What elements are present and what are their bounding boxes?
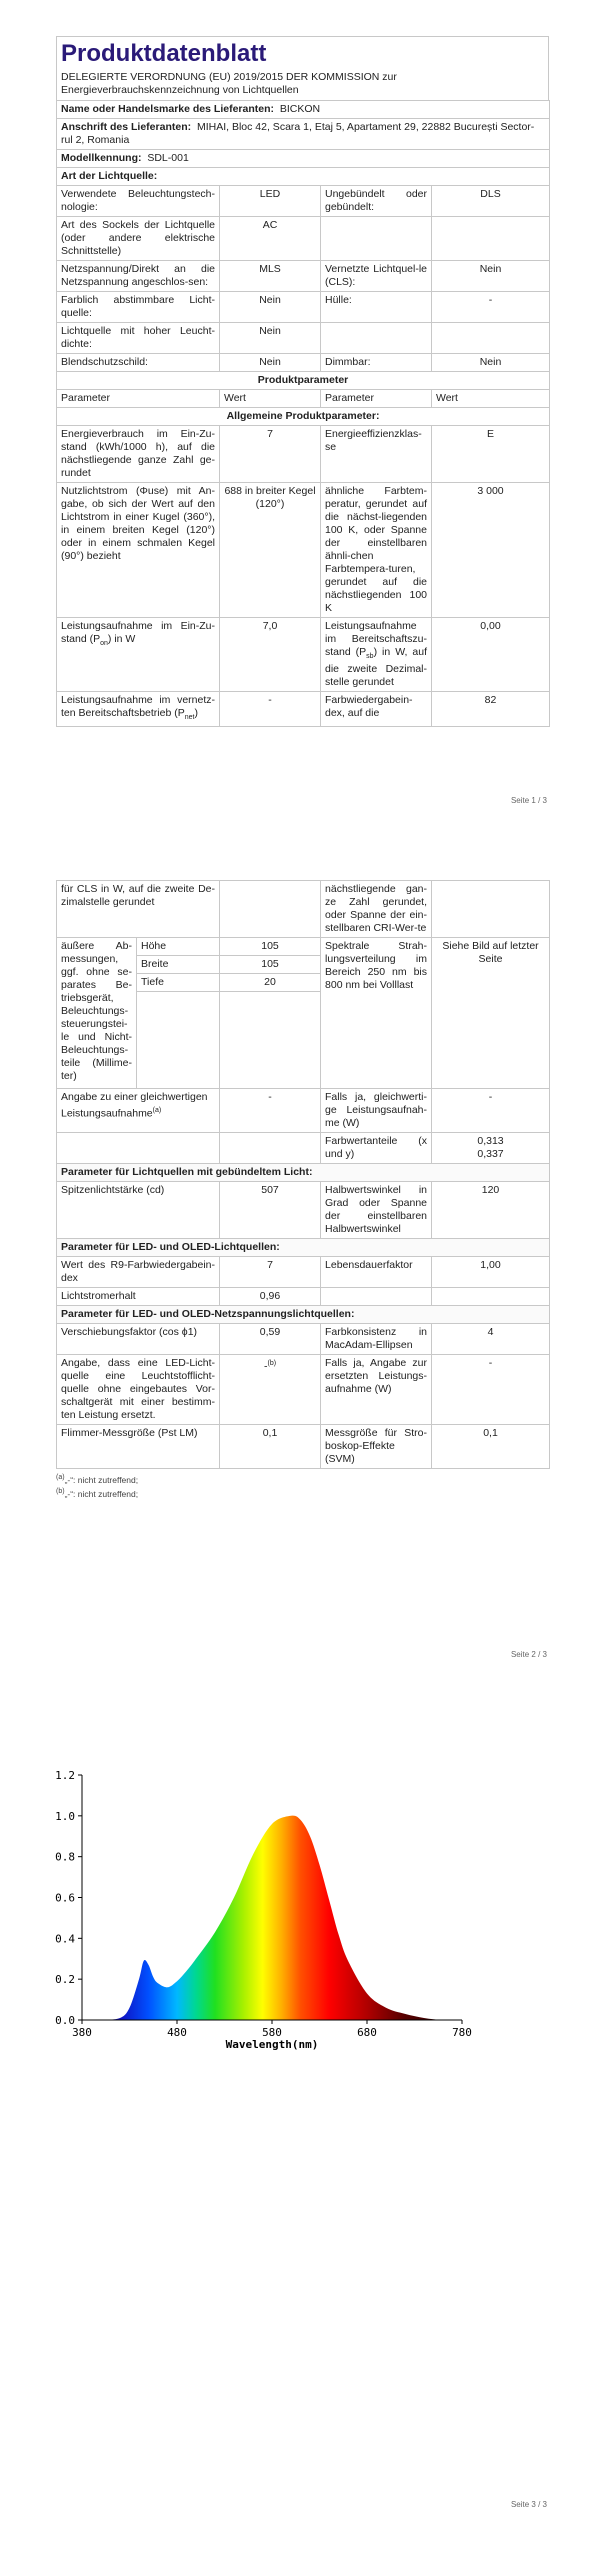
table-cell xyxy=(432,217,550,261)
table-row xyxy=(57,186,550,217)
y-tick-label: 0.0 xyxy=(55,2014,75,2027)
footnote: $^{(b)}$„-“: nicht zutreffend; xyxy=(56,1487,139,1499)
table-row xyxy=(57,292,550,323)
table-row xyxy=(57,1133,550,1164)
table-cell: Nein xyxy=(432,354,550,372)
table-cell: für CLS in W, auf die zweite De-zimalstelle gerundet xyxy=(57,881,220,938)
table-cell: Messgröße für Stro-boskop-Effekte (SVM) xyxy=(321,1425,432,1469)
page-number: Seite 1 / 3 xyxy=(510,796,547,805)
light-source-heading-row xyxy=(57,168,550,186)
plot-area xyxy=(82,1816,462,2020)
table-cell: Netzspannung/Direkt an die Netzspannung angeschlos-sen: xyxy=(57,261,220,292)
table-cell: Nein xyxy=(220,292,321,323)
supplier-address-row xyxy=(57,119,550,150)
table-cell: Energieverbrauch im Ein-Zu-stand (kWh/1000 h), auf die nächstliegende ganze Zahl ge-rundet xyxy=(57,426,220,483)
page-1 xyxy=(0,0,603,830)
table-cell: Nein xyxy=(432,261,550,292)
y-tick-label: 0.8 xyxy=(55,1850,75,1864)
table-cell: - xyxy=(220,1089,321,1133)
page-number: Seite 2 / 3 xyxy=(510,1650,547,1659)
spectral-distribution-chart xyxy=(42,1755,472,2055)
table-cell xyxy=(220,881,321,938)
footnote: $^{(a)}$„-“: nicht zutreffend; xyxy=(56,1474,139,1485)
table-cell: Art des Sockels der Lichtquelle (oder andere elektrische Schnittstelle) xyxy=(57,217,220,261)
dimensions-label: äußere Ab-messungen, ggf. ohne se-parates Be-triebsgerät, Beleuchtungs-steuerungstei-le und Nicht-Beleuchtungs-teile (Millime-ter) xyxy=(57,938,137,1089)
table-cell: 1,00 xyxy=(432,1257,550,1288)
table-cell: Lebensdauerfaktor xyxy=(321,1257,432,1288)
table-cell: Farbwertanteile (x und y) xyxy=(321,1133,432,1164)
mains-heading: Parameter für LED- und OLED-Netzspannungslichtquellen: xyxy=(57,1306,550,1324)
table-row xyxy=(57,618,550,692)
table-row xyxy=(57,354,550,372)
table-cell xyxy=(432,1288,550,1306)
general-params-heading: Allgemeine Produktparameter: xyxy=(57,408,550,426)
table-row xyxy=(57,1257,550,1288)
section-heading-row xyxy=(57,1239,550,1257)
table-cell: 105 xyxy=(220,956,321,974)
table-cell: 688 in breiter Kegel (120°) xyxy=(220,483,321,618)
table-cell: MLS xyxy=(220,261,321,292)
x-tick-label: 780 xyxy=(452,2026,472,2039)
table-cell: Flimmer-Messgröße (Pst LM) xyxy=(57,1425,220,1469)
table-cell: Lichtquelle mit hoher Leucht-dichte: xyxy=(57,323,220,354)
table-cell: Breite xyxy=(137,956,220,974)
table-cell: 105 xyxy=(220,938,321,956)
table-row xyxy=(57,1355,550,1425)
table-row xyxy=(57,938,550,956)
table-cell: Wert des R9-Farbwiedergabein-dex xyxy=(57,1257,220,1288)
table-cell: Spektrale Strah-lungsverteilung im Bereich 250 nm bis 800 nm bei Volllast xyxy=(321,938,432,1089)
table-cell: 507 xyxy=(220,1182,321,1239)
x-tick-label: 680 xyxy=(357,2026,377,2039)
model-row xyxy=(57,150,550,168)
product-params-heading-row xyxy=(57,372,550,390)
table-cell: Leistungsaufnahme im Bereitschaftszu-stand $(P_{sb})$ in W, auf die zweite Dezimal-stelle gerundet xyxy=(321,618,432,692)
table-cell: - xyxy=(432,1355,550,1425)
datasheet-page-1 xyxy=(56,36,549,727)
y-tick-label: 0.2 xyxy=(55,1973,75,1987)
led-heading: Parameter für LED- und OLED-Lichtquellen: xyxy=(57,1239,550,1257)
table-row xyxy=(57,426,550,483)
table-cell: Nein xyxy=(220,354,321,372)
table-cell: Hülle: xyxy=(321,292,432,323)
table-cell: Energieeffizienzklas-se xyxy=(321,426,432,483)
table-row xyxy=(57,1425,550,1469)
regulation-subtitle: DELEGIERTE VERORDNUNG (EU) 2019/2015 DER KOMMISSION zur Energieverbrauchskennzeichnung von Lichtquellen xyxy=(61,71,397,96)
table-cell: Falls ja, Angabe zur ersetzten Leistungs-aufnahme (W) xyxy=(321,1355,432,1425)
section-heading-row xyxy=(57,1306,550,1324)
y-tick-label: 0.4 xyxy=(55,1932,75,1946)
table-cell xyxy=(321,323,432,354)
supplier-name-value: BICKON xyxy=(279,103,321,115)
y-tick-label: 0.6 xyxy=(55,1891,75,1905)
page-number: Seite 3 / 3 xyxy=(510,2500,547,2509)
table-cell: Angabe zu einer gleichwertigen Leistungsaufnahme$^{(a)}$ xyxy=(57,1089,220,1133)
table-cell xyxy=(57,1133,220,1164)
page-2 xyxy=(0,830,603,1670)
table-cell: Leistungsaufnahme im Ein-Zu-stand $(P_{on})$ in W xyxy=(57,618,220,692)
table-cell xyxy=(432,881,550,938)
table-cell: - xyxy=(432,1089,550,1133)
column-header-row xyxy=(57,390,550,408)
table-row xyxy=(57,1324,550,1355)
y-tick-label: 1.2 xyxy=(55,1769,75,1782)
table-cell: E xyxy=(432,426,550,483)
table-cell: - xyxy=(432,292,550,323)
table-row xyxy=(57,323,550,354)
table-cell: Höhe xyxy=(137,938,220,956)
supplier-name-row xyxy=(57,101,550,119)
table-cell: 82 xyxy=(432,692,550,727)
light-source-heading: Art der Lichtquelle: xyxy=(57,168,550,186)
column-header: Wert xyxy=(432,390,550,408)
table-cell: Siehe Bild auf letzter Seite xyxy=(432,938,550,1089)
table-row xyxy=(57,217,550,261)
table-cell: 0,96 xyxy=(220,1288,321,1306)
table-cell xyxy=(220,1133,321,1164)
table-cell: Halbwertswinkel in Grad oder Spanne der einstellbaren Halbwertswinkel xyxy=(321,1182,432,1239)
table-cell: 0,1 xyxy=(432,1425,550,1469)
table-row xyxy=(57,881,550,938)
product-params-heading: Produktparameter xyxy=(57,372,550,390)
page-title: Produktdatenblatt xyxy=(61,40,267,67)
table-cell: AC xyxy=(220,217,321,261)
spectrum-area xyxy=(82,1816,462,2020)
general-params-heading-row xyxy=(57,408,550,426)
table-cell: Farbwiedergabein-dex, auf die xyxy=(321,692,432,727)
table-cell: Falls ja, gleichwerti-ge Leistungsaufnah-me (W) xyxy=(321,1089,432,1133)
datasheet-page-2 xyxy=(56,880,549,1500)
header-box xyxy=(56,36,549,100)
table-cell: Verschiebungsfaktor (cos ϕ1) xyxy=(57,1324,220,1355)
table-cell: 20 xyxy=(220,974,321,992)
table-cell: DLS xyxy=(432,186,550,217)
table-row xyxy=(57,1288,550,1306)
x-tick-label: 480 xyxy=(167,2026,187,2039)
table-row xyxy=(57,1089,550,1133)
table-cell: 7 xyxy=(220,426,321,483)
table-cell xyxy=(321,217,432,261)
y-tick-label: 1.0 xyxy=(55,1809,75,1823)
table-row xyxy=(57,261,550,292)
table-cell: 3 000 xyxy=(432,483,550,618)
table-cell: 7 xyxy=(220,1257,321,1288)
table-cell: Blendschutzschild: xyxy=(57,354,220,372)
table-cell xyxy=(137,992,220,1089)
table-cell: Nein xyxy=(220,323,321,354)
table-cell: Dimmbar: xyxy=(321,354,432,372)
table-cell xyxy=(220,992,321,1089)
table-cell xyxy=(321,1288,432,1306)
supplier-address-label: Anschrift des Lieferanten: xyxy=(61,121,192,133)
x-axis-label: Wavelength(nm) xyxy=(225,2038,319,2051)
table-cell: 0,1 xyxy=(220,1425,321,1469)
table-cell: 4 xyxy=(432,1324,550,1355)
table-row xyxy=(57,1182,550,1239)
table-cell: Farblich abstimmbare Licht-quelle: xyxy=(57,292,220,323)
table-cell: Tiefe xyxy=(137,974,220,992)
table-cell: Verwendete Beleuchtungstech-nologie: xyxy=(57,186,220,217)
supplier-name-label: Name oder Handelsmarke des Lieferanten: xyxy=(61,103,274,115)
table-cell: - xyxy=(220,692,321,727)
table-row xyxy=(57,692,550,727)
model-value: SDL-001 xyxy=(147,152,189,164)
table-cell: nächstliegende gan-ze Zahl gerundet, oder Spanne der ein-stellbaren CRI-Wer-te xyxy=(321,881,432,938)
column-header: Wert xyxy=(220,390,321,408)
table-cell: 7,0 xyxy=(220,618,321,692)
table-cell: ähnliche Farbtem-peratur, gerundet auf die nächst-liegenden 100 K, oder Spanne der einstellbaren ähnli-chen Farbtempera-turen, gerundet auf die nächstliegenden 100 K xyxy=(321,483,432,618)
column-header: Parameter xyxy=(321,390,432,408)
table-row xyxy=(57,483,550,618)
column-header: Parameter xyxy=(57,390,220,408)
table-cell: Ungebündelt oder gebündelt: xyxy=(321,186,432,217)
supplier-address-value: MIHAI, Bloc 42, Scara 1, Etaj 5, Apartament 29, 22882 București Sector-rul 2, Romania xyxy=(61,121,535,146)
table-cell: Leistungsaufnahme im vernetz-ten Bereitschaftsbetrieb $(P_{net})$ xyxy=(57,692,220,727)
table-cell: -$^{(b)}$ xyxy=(220,1355,321,1425)
table-cell: LED xyxy=(220,186,321,217)
table-cell: 0,00 xyxy=(432,618,550,692)
table-cell: Vernetzte Lichtquel-le (CLS): xyxy=(321,261,432,292)
table-cell: Spitzenlichtstärke (cd) xyxy=(57,1182,220,1239)
table-cell: Angabe, dass eine LED-Licht-quelle eine Leuchtstofflicht-quelle ohne eingebautes Vor-schaltgerät mit einer bestimm-ten Leistung ersetzt. xyxy=(57,1355,220,1425)
table-cell: Lichtstromerhalt xyxy=(57,1288,220,1306)
table-cell: 0,59 xyxy=(220,1324,321,1355)
table-cell: Nutzlichtstrom (Φuse) mit An-gabe, ob sich der Wert auf den Lichtstrom in einer Kugel (360°), in einem breiten Kegel (120°) oder in einem schmalen Kegel (90°) bezieht xyxy=(57,483,220,618)
dls-heading: Parameter für Lichtquellen mit gebündeltem Licht: xyxy=(57,1164,550,1182)
footnotes xyxy=(56,1472,549,1500)
datasheet-table-1 xyxy=(56,100,550,727)
model-label: Modellkennung: xyxy=(61,152,142,164)
page-3 xyxy=(0,1670,603,2560)
datasheet-table-2 xyxy=(56,880,550,1469)
table-cell: 0,313 0,337 xyxy=(432,1133,550,1164)
table-cell: 120 xyxy=(432,1182,550,1239)
x-tick-label: 380 xyxy=(72,2026,92,2039)
table-cell xyxy=(432,323,550,354)
table-cell: Farbkonsistenz in MacAdam-Ellipsen xyxy=(321,1324,432,1355)
section-heading-row xyxy=(57,1164,550,1182)
x-tick-label: 580 xyxy=(262,2026,282,2039)
